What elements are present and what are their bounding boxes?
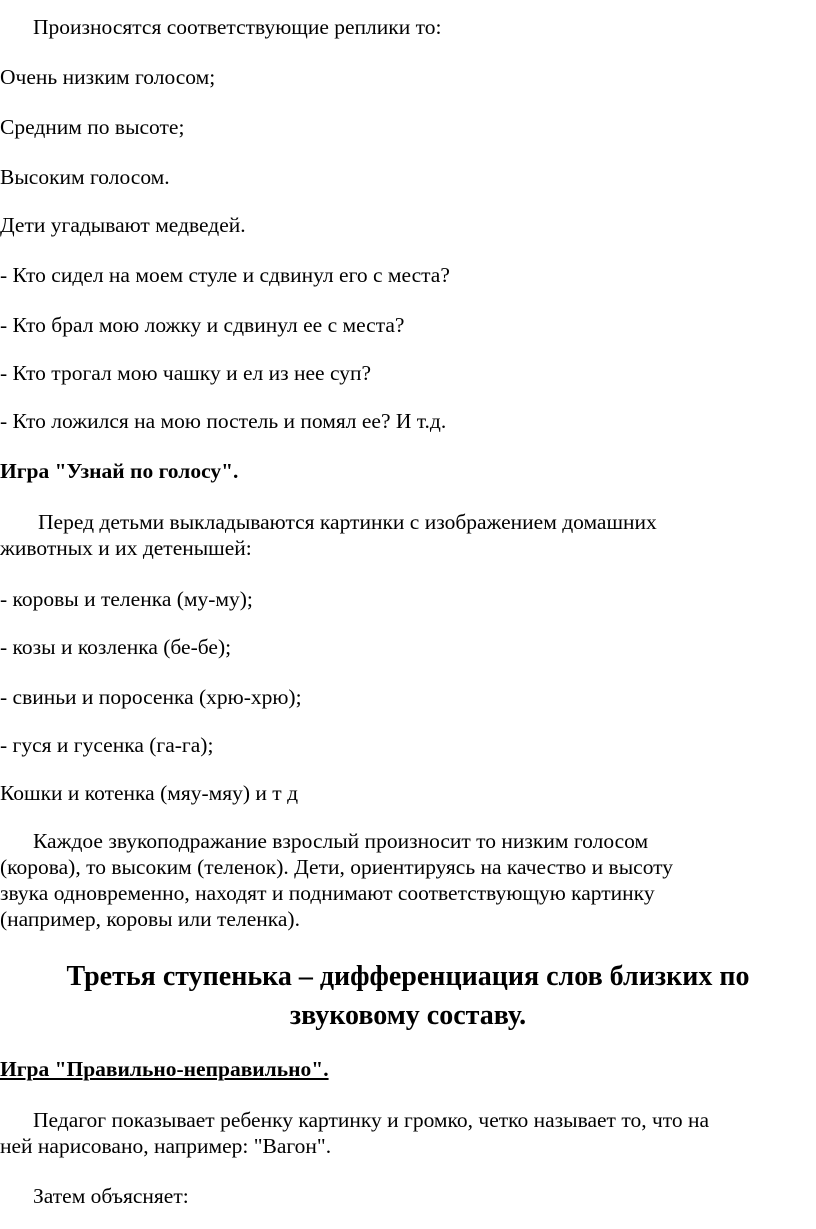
- guess-bears-text: Дети угадывают медведей.: [0, 213, 246, 237]
- animal-item: - коровы и теленка (му-му);: [0, 587, 253, 611]
- game2-desc-line2: ней нарисовано, например: "Вагон".: [0, 1134, 332, 1158]
- game1-rule-line: Каждое звукоподражание взрослый произносит то низким голосом: [33, 829, 649, 853]
- animal-item: - козы и козленка (бе-бе);: [0, 635, 232, 659]
- game1-rule-line: звука одновременно, находят и поднимают соответствующую картинку: [0, 881, 655, 905]
- game2-title: Игра "Правильно-неправильно".: [0, 1057, 329, 1081]
- stage-heading-line2: звуковому составу.: [289, 1000, 527, 1031]
- voice-high-text: Высоким голосом.: [0, 165, 170, 189]
- game2-desc-line1: Педагог показывает ребенку картинку и громко, четко называет то, что на: [33, 1108, 710, 1132]
- intro-text: Произносятся соответствующие реплики то:: [33, 15, 442, 39]
- game1-desc-line1: Перед детьми выкладываются картинки с изображением домашних: [38, 510, 657, 534]
- question-item: - Кто ложился на мою постель и помял ее? И т.д.: [0, 409, 447, 433]
- animal-item: Кошки и котенка (мяу-мяу) и т д: [0, 781, 299, 805]
- game1-rule-line: (например, коровы или теленка).: [0, 907, 300, 931]
- animal-item: - гуся и гусенка (га-га);: [0, 733, 214, 757]
- question-item: - Кто брал мою ложку и сдвинул ее с места?: [0, 313, 405, 337]
- stage-heading-line1: Третья ступенька – дифференциация слов близких по: [66, 961, 750, 992]
- question-item: - Кто сидел на моем стуле и сдвинул его с места?: [0, 263, 450, 287]
- game1-title: Игра "Узнай по голосу".: [0, 459, 239, 483]
- question-item: - Кто трогал мою чашку и ел из нее суп?: [0, 361, 372, 385]
- then-explains-text: Затем объясняет:: [33, 1184, 189, 1208]
- game1-desc-line2: животных и их детенышей:: [0, 536, 252, 560]
- animal-item: - свиньи и поросенка (хрю-хрю);: [0, 685, 302, 709]
- game1-rule-line: (корова), то высоким (теленок). Дети, ориентируясь на качество и высоту: [0, 855, 674, 879]
- voice-mid-text: Средним по высоте;: [0, 115, 185, 139]
- voice-low-text: Очень низким голосом;: [0, 65, 216, 89]
